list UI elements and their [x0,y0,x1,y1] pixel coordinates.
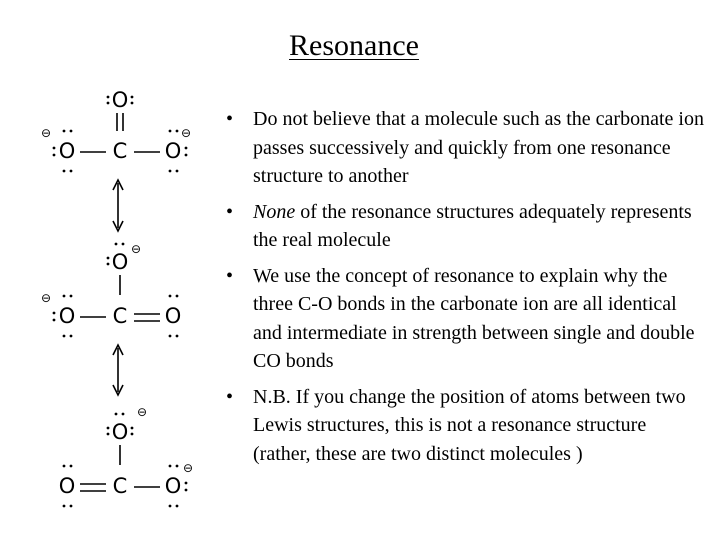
bullet-dot: • [226,264,234,287]
structure-2-top-oxygen: O [111,250,129,274]
bullet-item-1 [226,105,706,191]
bullet-dot: • [226,108,234,130]
structure-3-top-charge: ⊖ [136,405,148,419]
bullet-dot: • [226,385,234,408]
bullet-dot: • [226,200,234,223]
structure-3-right-charge: ⊖ [182,461,194,475]
structure-2-left-charge: ⊖ [40,291,52,305]
structure-1-carbon: C [112,139,128,163]
bullet-text: N.B. If you change the position of atoms between two Lewis structures, this is not a resonance structure (rather, these are two distinct molecules ) [253,385,686,465]
lewis-structures-svg [36,86,214,520]
structure-1-top-oxygen: O [111,88,129,112]
bullet-text: We use the concept of resonance to explain why the three C-O bonds in the carbonate ion are all identical and intermediate in strength between single and double CO bonds [253,264,695,372]
structure-3-left-oxygen: O [58,474,76,498]
lewis-structure-2 [41,242,181,337]
structure-3-right-oxygen: O [164,474,182,498]
structure-1-right-charge: ⊖ [180,126,192,140]
bullet-text: of the resonance structures adequately represents the real molecule [253,200,692,251]
resonance-structures-drawing [36,86,214,520]
structure-1-left-oxygen: O [58,139,76,163]
lewis-structure-3 [59,405,193,507]
bullet-text: Do not believe that a molecule such as the carbonate ion passes successively and quickly from one resonance structure to another [253,108,704,187]
structure-3-top-oxygen: O [111,420,129,444]
resonance-arrow-2 [113,345,123,395]
structure-2-left-oxygen: O [58,304,76,328]
bullet-item-3 [226,262,706,376]
structure-1-left-charge: ⊖ [40,126,52,140]
slide-title: Resonance [289,29,419,62]
bullet-emphasis: None [253,200,296,223]
structure-3-carbon: C [112,474,128,498]
resonance-arrow-1 [113,180,123,231]
structure-1-right-oxygen: O [164,139,182,163]
bullet-item-4 [226,383,706,469]
structure-2-carbon: C [112,304,128,328]
lewis-structure-1 [41,88,191,172]
structure-2-right-oxygen: O [164,304,182,328]
bullet-item-2 [226,198,706,255]
bullet-list [226,105,706,475]
structure-2-top-charge: ⊖ [130,242,142,256]
